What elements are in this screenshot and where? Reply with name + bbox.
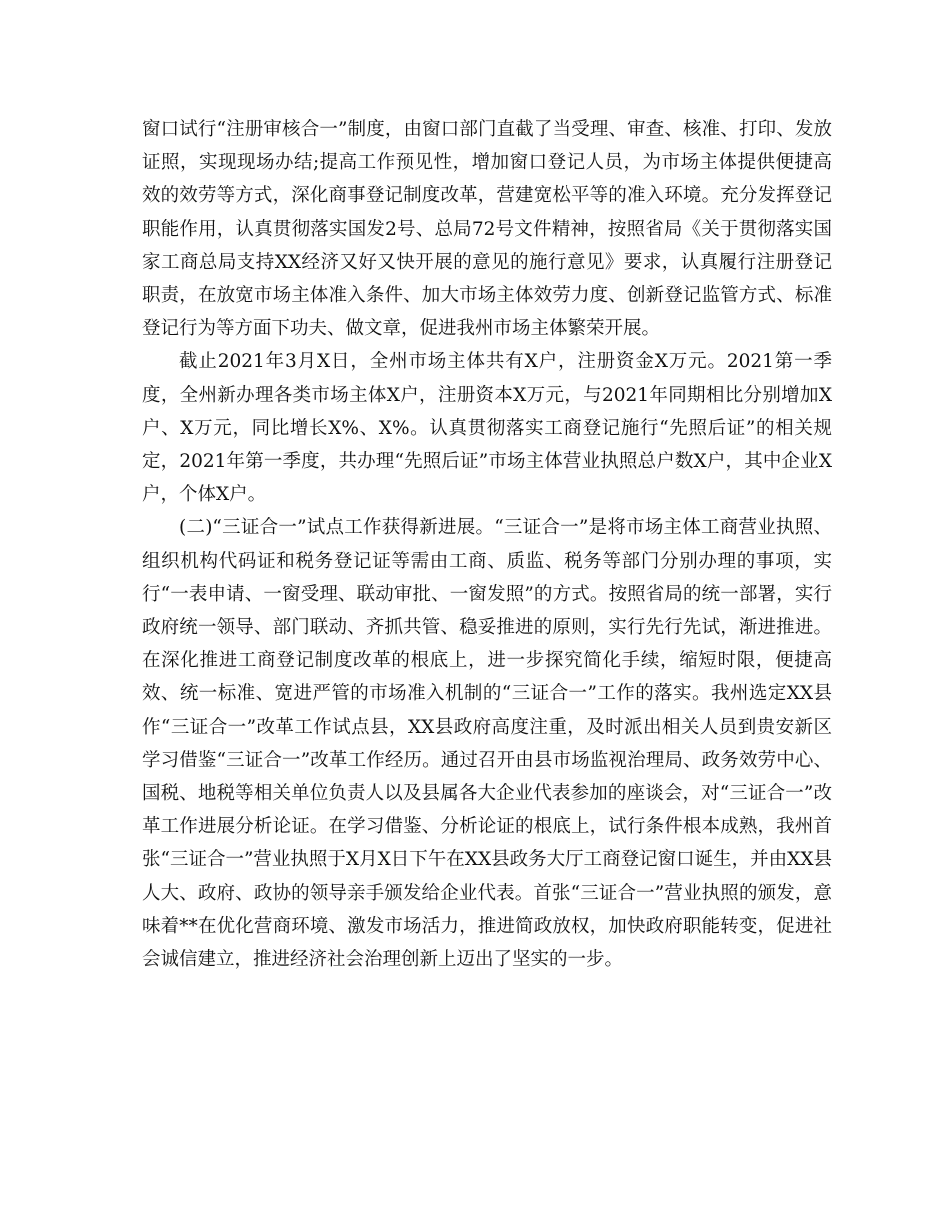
- paragraph-2: 截止2021年3月X日，全州市场主体共有X户，注册资金X万元。2021第一季度，全州新办理各类市场主体X户，注册资本X万元，与2021年同期相比分别增加X户、X万元，同比增长X%、X%。认真贯彻落实工商登记施行“先照后证”的相关规定，2021年第一季度，共办理“先照后证”市场主体营业执照总户数X户，其中企业X户，个体X户。: [142, 351, 832, 506]
- paragraph-1: 窗口试行“注册审核合一”制度，由窗口部门直截了当受理、审查、核准、打印、发放证照，实现现场办结;提高工作预见性，增加窗口登记人员，为市场主体提供便捷高效的效劳等方式，深化商事登记制度改革，营建宽松平等的准入环境。充分发挥登记职能作用，认真贯彻落实国发2号、总局72号文件精神，按照省局《关于贯彻落实国家工商总局支持XX经济又好又快开展的意见的施行意见》要求，认真履行注册登记职责，在放宽市场主体准入条件、加大市场主体效劳力度、创新登记监管方式、标准登记行为等方面下功夫、做文章，促进我州市场主体繁荣开展。: [142, 119, 832, 340]
- paragraph-3: (二)“三证合一”试点工作获得新进展。“三证合一”是将市场主体工商营业执照、组织机构代码证和税务登记证等需由工商、质监、税务等部门分别办理的事项，实行“一表申请、一窗受理、联动审批、一窗发照”的方式。按照省局的统一部署，实行政府统一领导、部门联动、齐抓共管、稳妥推进的原则，实行先行先试，渐进推进。在深化推进工商登记制度改革的根底上，进一步探究简化手续，缩短时限，便捷高效、统一标准、宽进严管的市场准入机制的“三证合一”工作的落实。我州选定XX县作“三证合一”改革工作试点县，XX县政府高度注重，及时派出相关人员到贵安新区学习借鉴“三证合一”改革工作经历。通过召开由县市场监视治理局、政务效劳中心、国税、地税等相关单位负责人以及县属各大企业代表参加的座谈会，对“三证合一”改革工作进展分析论证。在学习借鉴、分析论证的根底上，试行条件根本成熟，我州首张“三证合一”营业执照于X月X日下午在XX县政务大厅工商登记窗口诞生，并由XX县人大、政府、政协的领导亲手颁发给企业代表。首张“三证合一”营业执照的颁发，意味着**在优化营商环境、激发市场活力，推进简政放权，加快政府职能转变，促进社会诚信建立，推进经济社会治理创新上迈出了坚实的一步。: [142, 517, 832, 971]
- document-body: [142, 113, 832, 976]
